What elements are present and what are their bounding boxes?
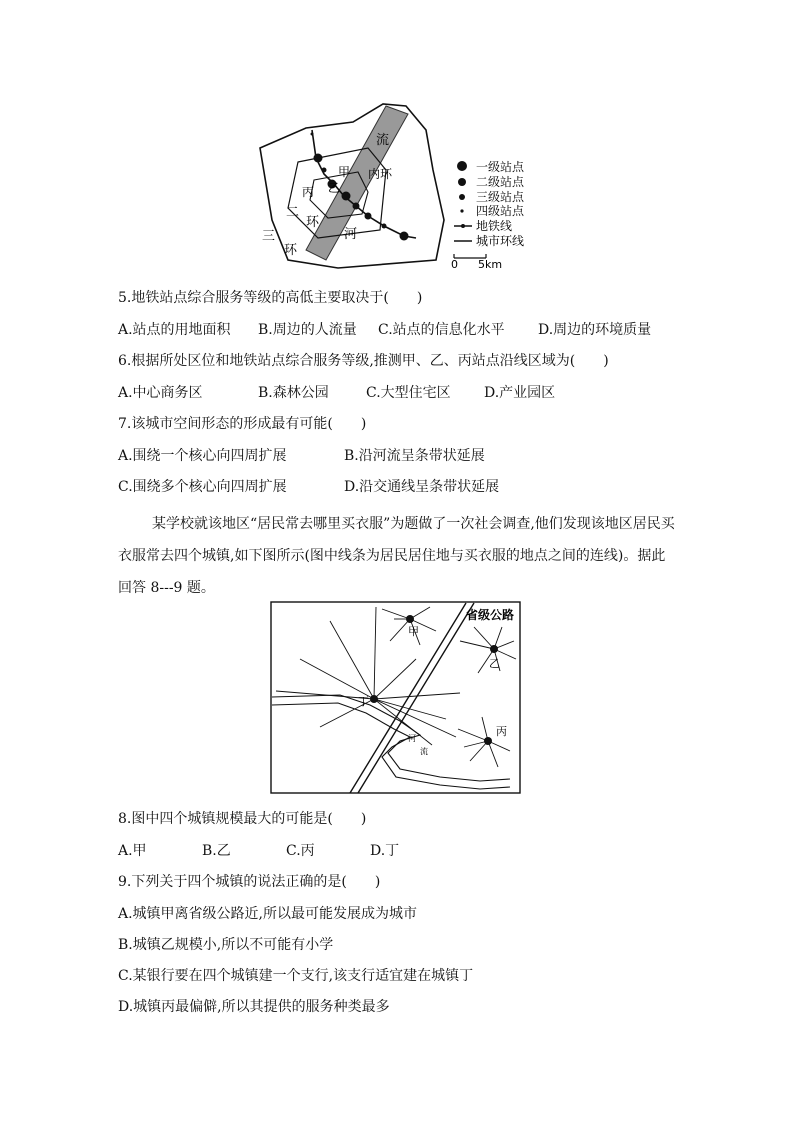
town-label-ding: 丁 [358,695,369,708]
question-6-option-a[interactable]: A.中心商务区 [118,385,203,401]
question-5-option-c[interactable]: C.站点的信息化水平 [378,322,505,338]
question-5-option-d[interactable]: D.周边的环境质量 [538,322,652,338]
second-ring-label: 环 [306,215,320,230]
question-8-option-c[interactable]: C.丙 [286,843,315,859]
question-5-option-b[interactable]: B.周边的人流量 [258,322,357,338]
river-label: 流 [420,747,428,756]
station-level1 [400,232,409,241]
question-9-option-d[interactable]: D.城镇丙最偏僻,所以其提供的服务种类最多 [118,999,390,1015]
station-level4 [311,133,314,136]
station-label-yi: 乙 [328,181,341,195]
legend-level1: 一级站点 [476,160,525,174]
station-level1 [314,154,323,163]
legend-ring: 城市环线 [476,234,525,248]
legend-level2: 二级站点 [476,175,525,189]
third-ring-label: 环 [284,243,298,258]
question-7-option-d[interactable]: D.沿交通线呈条带状延展 [344,479,500,495]
town-yi [490,645,498,653]
inner-ring-label: 内环 [368,167,393,181]
town-jia [406,615,414,623]
station-label-jia: 甲 [338,165,351,179]
question-7-stem: 7.该城市空间形态的形成最有可能( ) [118,416,367,432]
question-7-option-a[interactable]: A.围绕一个核心向四周扩展 [118,448,287,464]
question-8-option-b[interactable]: B.乙 [202,843,231,859]
station-level3 [322,168,327,173]
river-label: 河 [408,734,416,743]
intro-paragraph [118,508,678,604]
question-7-option-c[interactable]: C.围绕多个核心向四周扩展 [118,479,287,495]
question-9-option-a[interactable]: A.城镇甲离省级公路近,所以最可能发展成为城市 [118,906,418,922]
legend-level3-icon [459,194,465,200]
legend-level2-icon [458,178,466,186]
river-label: 河 [344,227,358,242]
question-5-stem: 5.地铁站点综合服务等级的高低主要取决于( ) [118,290,423,306]
question-7-option-b[interactable]: B.沿河流呈条带状延展 [344,448,485,464]
legend-level4-icon [460,209,463,212]
question-9-option-b[interactable]: B.城镇乙规模小,所以不可能有小学 [118,937,334,953]
question-9-option-c[interactable]: C.某银行要在四个城镇建一个支行,该支行适宜建在城镇丁 [118,968,474,984]
question-6-option-d[interactable]: D.产业园区 [484,385,556,401]
towns-map-figure [270,601,522,795]
legend-metro: 地铁线 [476,219,513,233]
third-ring-label: 三 [262,229,276,244]
question-6-option-c[interactable]: C.大型住宅区 [366,385,451,401]
legend-level1-icon [457,161,467,171]
town-label-jia: 甲 [408,625,419,638]
town-label-bing: 丙 [496,725,507,738]
legend-level3: 三级站点 [476,190,525,204]
station-label-bing: 丙 [302,185,315,199]
town-label-yi: 乙 [489,657,500,670]
legend-level4: 四级站点 [476,204,525,218]
second-ring-label: 二 [286,205,300,220]
town-ding [370,695,378,703]
question-6-stem: 6.根据所处区位和地铁站点综合服务等级,推测甲、乙、丙站点沿线区域为( ) [118,353,609,369]
station-level1 [342,192,351,201]
station-level2 [353,203,360,210]
question-9-stem: 9.下列关于四个城镇的说法正确的是( ) [118,874,381,890]
metro-map-figure [258,100,536,272]
scale-distance: 5km [478,258,503,271]
question-8-option-d[interactable]: D.丁 [370,843,400,859]
scale-zero: 0 [451,258,458,271]
question-8-option-a[interactable]: A.甲 [118,843,147,859]
road-label: 省级公路 [466,608,515,622]
town-bing [484,737,492,745]
question-5-option-a[interactable]: A.站点的用地面积 [118,322,231,338]
question-6-option-b[interactable]: B.森林公园 [258,385,329,401]
river-label: 流 [376,133,390,148]
station-level2 [365,213,372,220]
intro-text: 某学校就该地区“居民常去哪里买衣服”为题做了一次社会调查,他们发现该地区居民买衣服常去四个城镇,如下图所示(图中线条为居民居住地与买衣服的地点之间的连线)。据此回答 8---9 题。 [118,516,675,596]
station-level3 [382,224,387,229]
question-8-stem: 8.图中四个城镇规模最大的可能是( ) [118,811,367,827]
